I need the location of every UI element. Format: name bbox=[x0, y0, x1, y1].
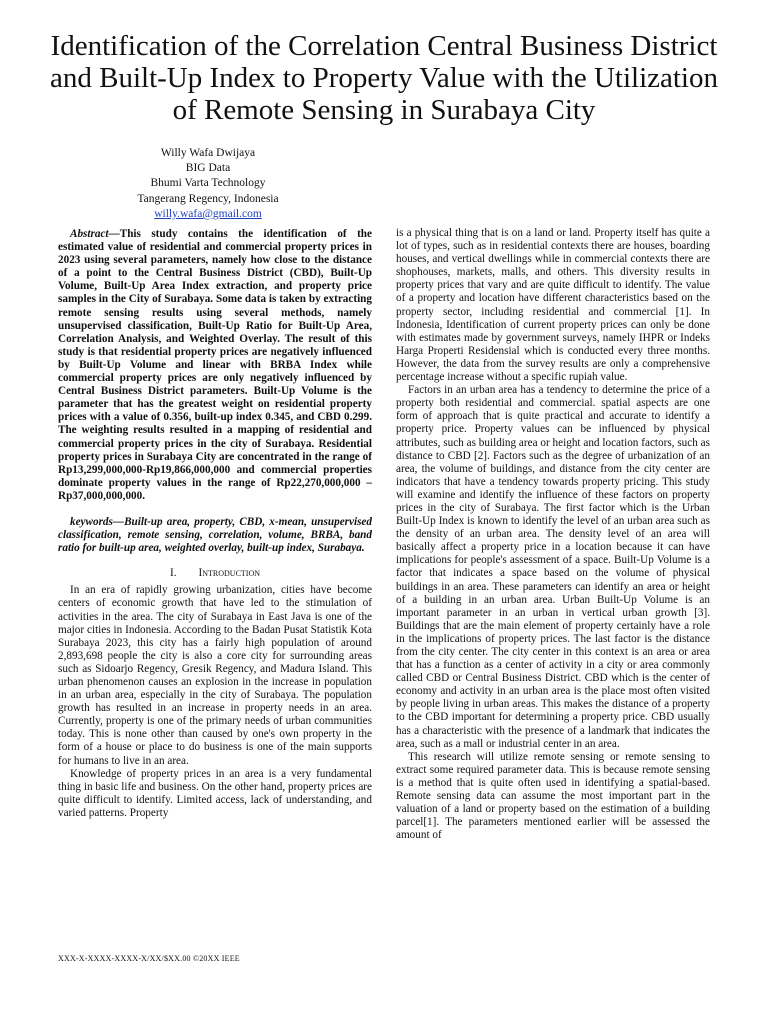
paper-title: Identification of the Correlation Central Business District and Built-Up Index to Property Value with the Utilization of Remote Sensing in Surabaya City bbox=[50, 30, 718, 126]
intro-paragraph-4: This research will utilize remote sensing or remote sensing to extract some required parameter data. This is because remote sensing is a method that is quite often used in identifying a spatial-based. Remote sensing data can assume the most important part in the valuation of a land or property based on the estimation of a building parcel[1]. The parameters mentioned earlier will be assessed the amount of bbox=[396, 750, 710, 842]
section-heading-introduction bbox=[58, 567, 372, 580]
intro-paragraph-2-continued: is a physical thing that is on a land or land. Property itself has quite a lot of types, such as in residential contexts there are houses, boarding houses, and vertical dwellings while in commercial contexts there are shophouses, markets, malls, and others. This diversity results in property prices that vary and are quite difficult to identify. The value of a property and location have different characteristics based on the property sector, including residential and commercial [1]. In Indonesia, Identification of current property prices can only be done with estimates made by government surveys, namely IHPR or Indeks Harga Properti Residensial which is conducted every three months. However, the data from the survey results are only a comprehensive percentage increase without a specific rupiah value. bbox=[396, 227, 710, 384]
author-email-link[interactable]: willy.wafa@gmail.com bbox=[154, 207, 262, 220]
abstract bbox=[58, 228, 372, 503]
intro-paragraph-1: In an era of rapidly growing urbanization, cities have become centers of economic growth that have led to the stimulation of activities in the area. The city of Surabaya in East Java is one of the major cities in Indonesia. According to the Badan Pusat Statistik Kota Surabaya 2023, this city has a fairly high population of around 2,893,698 people the city is also a core city for surrounding areas such as Sidoarjo Regency, Gresik Regency, and Madura Island. This urban phenomenon causes an explosion in the increase in population in an urban area, especially in the city of Surabaya. The population growth has resulted in an increase in property needs in an area. Currently, property is one of the primary needs of urban communities today. This is none other than caused by one's own property in the form of a house or place to do business is one of the main supports for humans to live in an area. bbox=[58, 584, 372, 767]
left-column bbox=[58, 228, 372, 820]
section-number: I. bbox=[169, 567, 177, 580]
abstract-label: Abstract bbox=[70, 228, 109, 240]
author-organization: Bhumi Varta Technology bbox=[150, 177, 266, 190]
author-block bbox=[108, 146, 308, 222]
abstract-text: —This study contains the identification of the estimated value of residential and commercial property prices in 2023 using several parameters, namely how close to the distance of a point to the Central Business District (CBD), Built-Up Volume, Built-Up Area Index extraction, and property price samples in the City of Surabaya. Some data is taken by extracting remote sensing results using several methods, namely unsupervised classification, Built-Up Ratio for Built-Up Area, Correlation Analysis, and Weighted Overlay. The result of this study is that residential property prices are negatively influenced by Built-Up Volume and linear with BRBA Index while commercial property prices are only negatively influenced by Central Business District parameters. Built-Up Volume is the parameter that has the greatest weight on residential property prices with a value of 0.356, built-up index 0.345, and CBD 0.299. The weighting results resulted in a mapping of residential and commercial property prices in the city of Surabaya. Residential property prices in Surabaya City are concentrated in the range of Rp13,299,000,000-Rp19,866,000,000 and commercial properties dominate property values in the range of Rp22,270,000,000 – Rp37,000,000,000. bbox=[58, 228, 372, 502]
author-name: Willy Wafa Dwijaya bbox=[160, 147, 256, 159]
keywords: keywords—Built-up area, property, CBD, x-mean, unsupervised classification, remote sensing, correlation, volume, BRBA, band ratio for built-up area, weighted overlay, built-up index, Surabaya. bbox=[58, 515, 372, 555]
author-location: Tangerang Regency, Indonesia bbox=[137, 192, 279, 205]
intro-paragraph-2: Knowledge of property prices in an area is a very fundamental thing in basic life and business. On the other hand, property prices are quite difficult to identify. Limited access, lack of understanding, and varied patterns. Property bbox=[58, 767, 372, 819]
section-title: Introduction bbox=[198, 567, 261, 580]
author-department: BIG Data bbox=[185, 162, 231, 175]
right-column bbox=[396, 227, 710, 842]
copyright-footer: XXX-X-XXXX-XXXX-X/XX/$XX.00 ©20XX IEEE bbox=[58, 954, 240, 963]
intro-paragraph-3: Factors in an urban area has a tendency to determine the price of a property both residential and commercial. spatial aspects are one form of approach that is quite practical and accurate to identify a property price. Property values can be influenced by physical attributes, such as building area or height and location factors, such as distance to CBD [2]. Factors such as the degree of urbanization of an area, the volume of buildings, and distance from the city center are indicators that have a tendency towards property pricing. This study will examine and identify the influence of these factors on property prices in the city of Surabaya. The first factor which is the Urban Built-Up Index is known to identify the level of an urban area such as the density of an urban area. The density level of an area will basically affect a property price in a location because it can have implications for people's assessment of a space. Built-Up Volume is a factor that indicates a space based on the volume of physical buildings in an area. These parameters can identify an area or height of a building in an urban area. Urban Built-Up Volume is an important parameter in an urban in vertical urban growth [3]. Buildings that are the main element of property certainly have a role in the implications of property prices. The last factor is the distance from the city center. The city center in this context is an area or area that has a function as a center of activity in a city or area commonly called CBD or Central Business District. CBD which is the center of economy and activity in an urban area is the place most often visited by people living in urban areas. This makes the distance of a property to the CBD important for determining a property price. CBD usually has a characteristic with the presence of a landmark that indicates the area, such as a mall or industrial center in an area. bbox=[396, 384, 710, 750]
